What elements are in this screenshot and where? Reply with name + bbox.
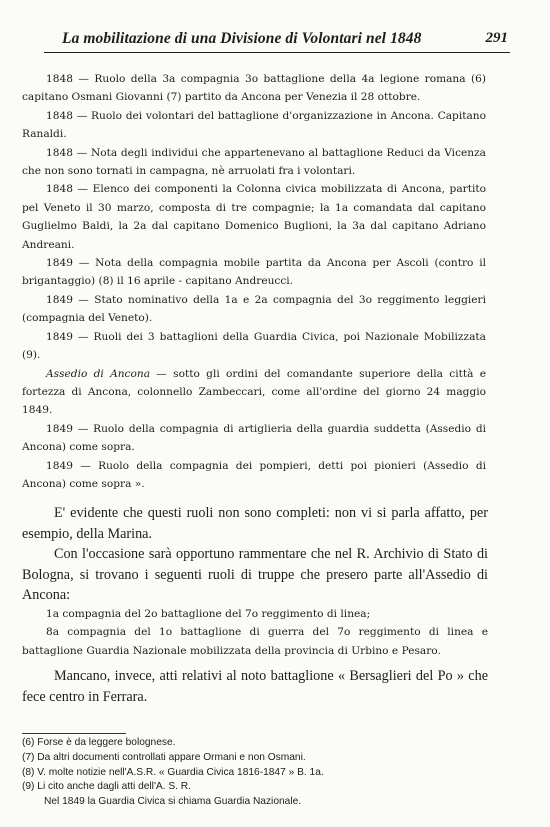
roll-entry: 1848 — Elenco dei componenti la Colonna civica mobilizzata di Ancona, partito pel Veneto il 30 marzo, composta di tre compagnie; la 1a comandata dal capitano Guglielmo Baldi, la 2a dal capitano Domenico Buglioni, la 3a dal capitano Adriano Andreani. — [22, 183, 486, 251]
running-header — [44, 30, 510, 53]
footnote: (8) V. molte notizie nell'A.S.R. « Guardia Civica 1816-1847 » B. 1a. — [22, 766, 324, 778]
footnote-continuation: Nel 1849 la Guardia Civica si chiama Guardia Nazionale. — [44, 796, 302, 808]
list-item: 1a compagnia del 2o battaglione del 7o reggimento di linea; — [46, 608, 371, 620]
assedio-text: — sotto gli ordini del comandante superiore della città e fortezza di Ancona, colonnello Zambeccari, come all'ordine del giorno 24 maggio 1849. — [22, 367, 486, 417]
assedio-lead: Assedio di Ancona — [46, 367, 151, 380]
footnote: (9) Li cito anche dagli atti dell'A. S. R. — [22, 781, 191, 793]
roll-entry: 1848 — Ruolo della 3a compagnia 3o battaglione della 4a legione romana (6) capitano Osmani Giovanni (7) partito da Ancona per Venezia il 28 ottobre. — [22, 73, 486, 104]
roll-entry: 1849 — Ruolo della compagnia di artiglieria della guardia suddetta (Assedio di Ancona) come sopra. — [22, 422, 486, 454]
body-paragraph: Con l'occasione sarà opportuno rammentare che nel R. Archivio di Stato di Bologna, si trovano i seguenti ruoli di truppe che presero parte all'Assedio di Ancona: — [22, 546, 488, 603]
roll-entry: 1848 — Nota degli individui che appartenevano al battaglione Reduci da Vicenza che non sono tornati in campagna, nè arruolati fra i volontari. — [22, 146, 486, 178]
footnote: (7) Da altri documenti controllati appare Ormani e non Osmani. — [22, 751, 306, 763]
assedio-heading-entry — [22, 365, 486, 420]
roll-entries — [22, 70, 486, 493]
roll-entry: 1849 — Stato nominativo della 1a e 2a compagnia del 3o reggimento leggieri (compagnia del Veneto). — [22, 293, 486, 325]
roll-entry: 1849 — Ruoli dei 3 battaglioni della Guardia Civica, poi Nazionale Mobilizzata (9). — [22, 330, 486, 362]
roll-entry: 1849 — Ruolo della compagnia dei pompieri, detti poi pionieri (Assedio di Ancona) come sopra ». — [22, 459, 486, 490]
roll-entry: 1848 — Ruolo dei volontari del battaglione d'organizzazione in Ancona. Capitano Ranaldi. — [22, 109, 486, 141]
page-number: 291 — [485, 30, 508, 46]
bologna-rolls-list — [22, 605, 488, 660]
body-paragraph: Mancano, invece, atti relativi al noto battaglione « Bersaglieri del Po » che fece centro in Ferrara. — [22, 668, 488, 705]
body-paragraph: E' evidente che questi ruoli non sono completi: non vi si parla affatto, per esempio, della Marina. — [22, 505, 488, 542]
footnote: (6) Forse è da leggere bolognese. — [22, 737, 176, 748]
roll-entry: 1849 — Nota della compagnia mobile partita da Ancona per Ascoli (contro il brigantaggio) (8) il 16 aprile - capitano Andreucci. — [22, 257, 486, 288]
footnote-divider — [22, 733, 126, 734]
footnotes — [22, 736, 488, 810]
running-title: La mobilitazione di una Divisione di Volontari nel 1848 — [62, 30, 422, 47]
list-item: 8a compagnia del 1o battaglione di guerra del 7o reggimento di linea e battaglione Guardia Nazionale mobilizzata della provincia di Urbino e Pesaro. — [22, 626, 488, 657]
